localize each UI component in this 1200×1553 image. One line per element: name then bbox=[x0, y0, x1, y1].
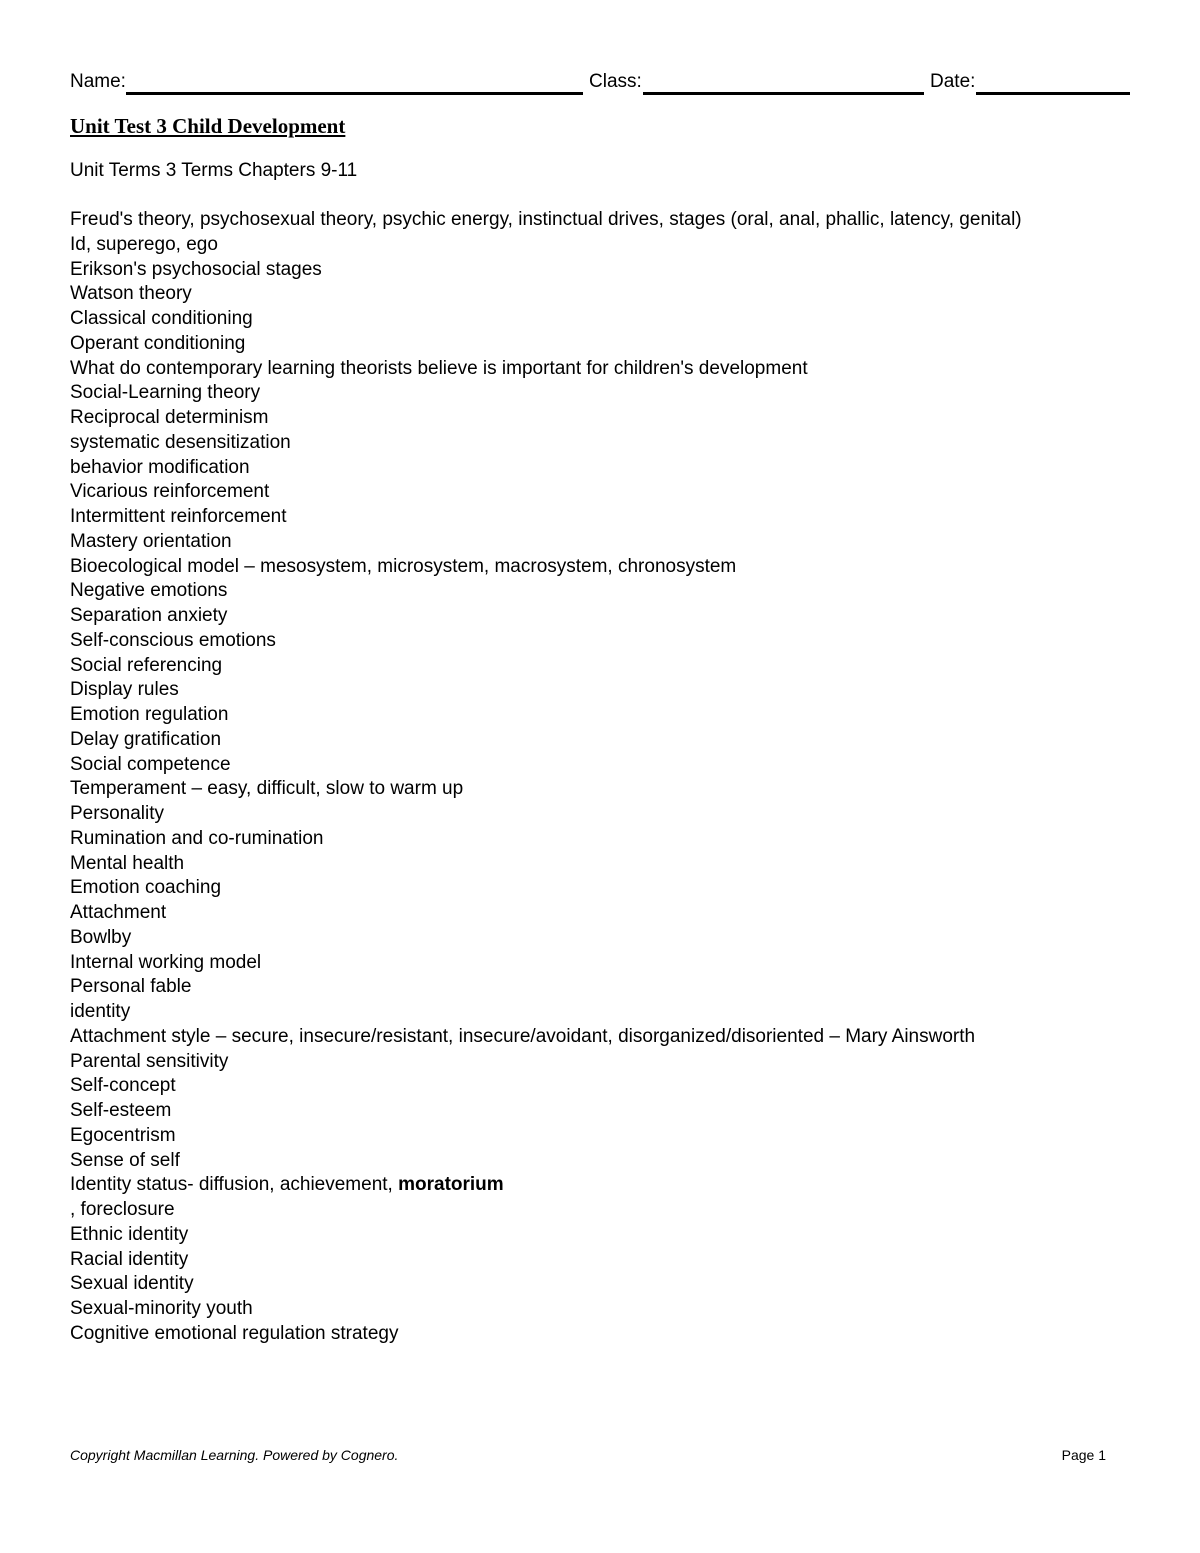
term-item: Attachment style – secure, insecure/resistant, insecure/avoidant, disorganized/disoriented – Mary Ainsworth bbox=[70, 1025, 976, 1047]
term-item: Internal working model bbox=[70, 951, 262, 973]
term-item: Negative emotions bbox=[70, 580, 228, 602]
term-item: Social referencing bbox=[70, 654, 223, 676]
page-number: Page 1 bbox=[1061, 1447, 1106, 1463]
class-label: Class: bbox=[589, 71, 642, 92]
page-title: Unit Test 3 Child Development bbox=[70, 114, 346, 138]
term-item: Parental sensitivity bbox=[70, 1050, 229, 1072]
term-item: Freud's theory, psychosexual theory, psychic energy, instinctual drives, stages (oral, anal, phallic, latency, genital) bbox=[70, 209, 1022, 230]
term-item-identity-status bbox=[70, 1173, 1130, 1198]
term-item: Operant conditioning bbox=[70, 332, 246, 354]
class-blank-line bbox=[643, 92, 924, 95]
identity-status-prefix: Identity status- diffusion, achievement, bbox=[70, 1174, 399, 1196]
term-item: Mental health bbox=[70, 852, 185, 874]
term-item: Intermittent reinforcement bbox=[70, 506, 287, 527]
identity-status-bold-term: moratorium bbox=[398, 1174, 504, 1196]
term-item: Social competence bbox=[70, 753, 231, 775]
term-item: Bowlby bbox=[70, 926, 132, 948]
term-item: Watson theory bbox=[70, 283, 192, 305]
term-item: Id, superego, ego bbox=[70, 233, 218, 255]
term-item: Classical conditioning bbox=[70, 308, 253, 329]
term-item: Self-esteem bbox=[70, 1100, 172, 1121]
term-item: Separation anxiety bbox=[70, 605, 228, 626]
term-item: Egocentrism bbox=[70, 1124, 176, 1146]
term-item: Mastery orientation bbox=[70, 530, 232, 552]
name-blank-line bbox=[126, 92, 583, 95]
term-item: Ethnic identity bbox=[70, 1223, 189, 1245]
term-item: systematic desensitization bbox=[70, 431, 291, 453]
term-item: Bioecological model – mesosystem, microsystem, macrosystem, chronosystem bbox=[70, 555, 737, 577]
name-label: Name: bbox=[70, 71, 126, 92]
term-item: Temperament – easy, difficult, slow to warm up bbox=[70, 778, 464, 800]
term-item: Self-conscious emotions bbox=[70, 629, 276, 651]
page-subtitle: Unit Terms 3 Terms Chapters 9-11 bbox=[70, 160, 358, 181]
term-item: Sense of self bbox=[70, 1149, 180, 1171]
term-item: Delay gratification bbox=[70, 728, 222, 750]
term-item: behavior modification bbox=[70, 456, 250, 478]
term-item: Reciprocal determinism bbox=[70, 407, 269, 428]
term-item: Sexual-minority youth bbox=[70, 1298, 253, 1319]
copyright-text: Copyright Macmillan Learning. Powered by Cognero. bbox=[70, 1447, 399, 1463]
term-item: Rumination and co-rumination bbox=[70, 827, 324, 849]
date-label: Date: bbox=[930, 71, 976, 92]
term-item: Emotion coaching bbox=[70, 877, 222, 899]
terms-list bbox=[70, 208, 1130, 1347]
term-item: Vicarious reinforcement bbox=[70, 481, 270, 503]
term-item: Self-concept bbox=[70, 1075, 176, 1097]
term-item-continuation: , foreclosure bbox=[70, 1199, 175, 1220]
date-blank-line bbox=[976, 92, 1130, 95]
term-item: Sexual identity bbox=[70, 1273, 194, 1295]
term-item: Emotion regulation bbox=[70, 704, 229, 725]
term-item: Display rules bbox=[70, 679, 179, 701]
term-item: Erikson's psychosocial stages bbox=[70, 258, 322, 280]
term-item: identity bbox=[70, 1001, 131, 1022]
term-item: Personality bbox=[70, 803, 164, 824]
term-item: Personal fable bbox=[70, 976, 192, 998]
page-footer bbox=[70, 1447, 1106, 1467]
student-info-header bbox=[70, 71, 1130, 97]
term-item: Social-Learning theory bbox=[70, 382, 261, 404]
term-item: Attachment bbox=[70, 902, 167, 923]
term-item: Cognitive emotional regulation strategy bbox=[70, 1322, 399, 1344]
term-item: What do contemporary learning theorists believe is important for children's development bbox=[70, 357, 808, 379]
term-item: Racial identity bbox=[70, 1248, 189, 1270]
